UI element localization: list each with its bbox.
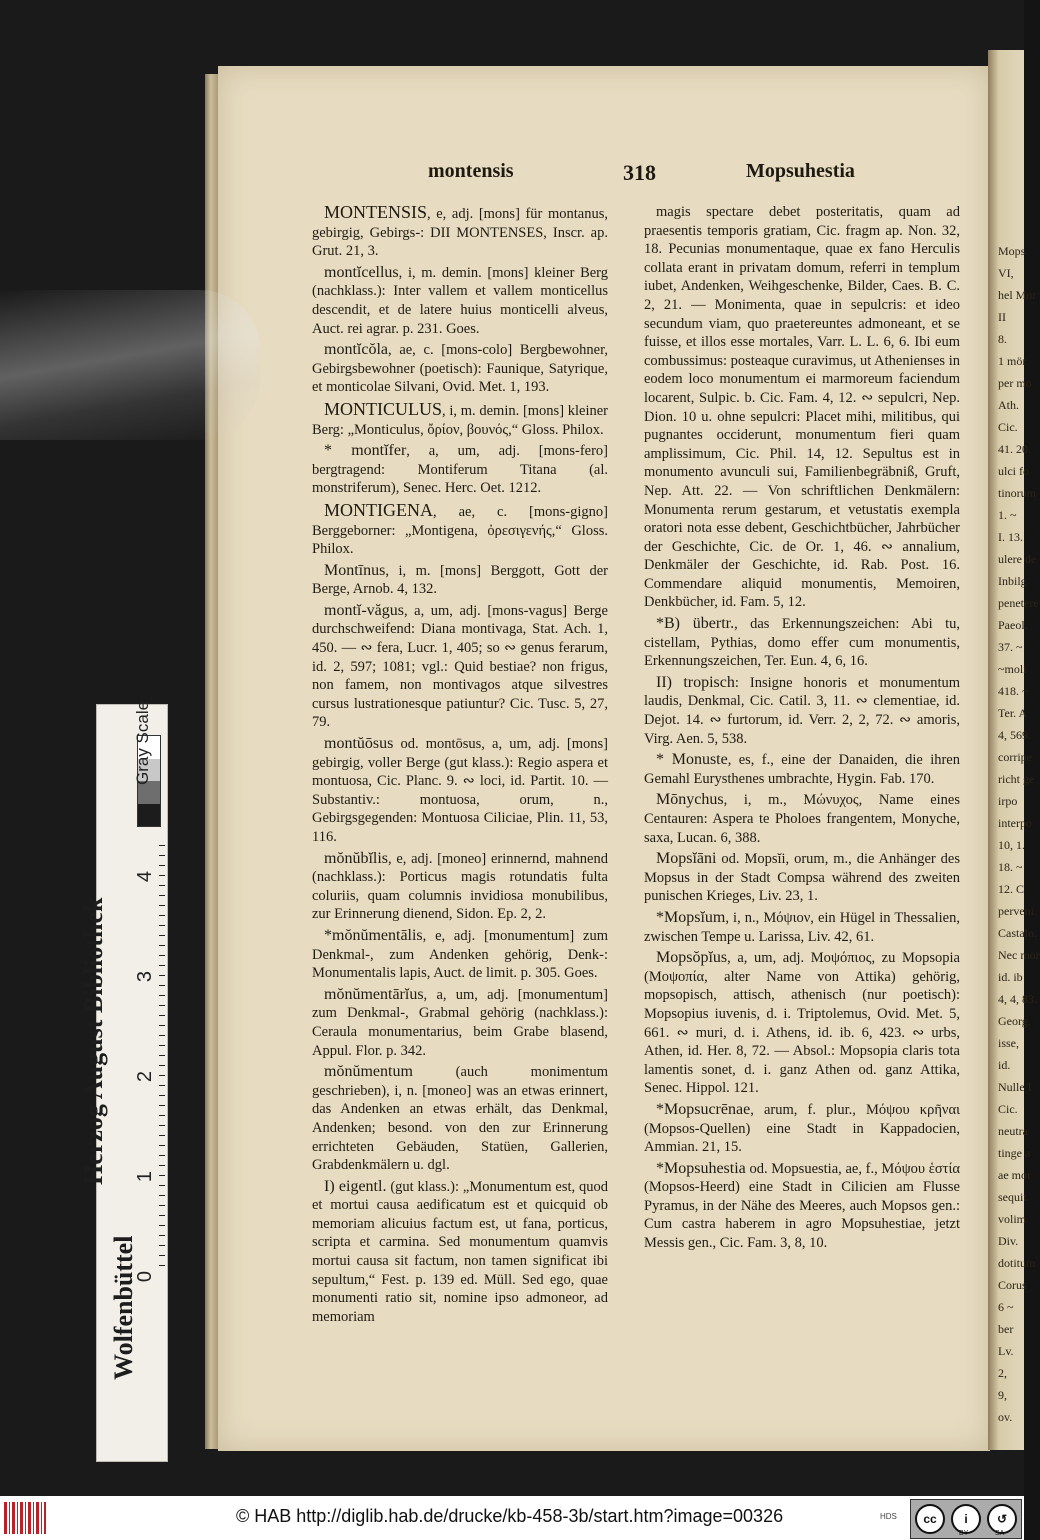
entry-text: , a, um, adj. [mons-fero] bergtragend: Montiferum Titana (al. monstriferum), Senec. Herc. Oet. 1212. bbox=[312, 443, 609, 497]
next-page-fragment: dotitum bbox=[998, 1256, 1036, 1270]
dictionary-entry bbox=[312, 400, 608, 439]
dictionary-entry bbox=[312, 341, 608, 397]
dictionary-entry bbox=[644, 203, 960, 612]
dictionary-entry bbox=[644, 1160, 960, 1253]
next-page-fragment: penetere bbox=[998, 596, 1039, 610]
next-page-edge bbox=[988, 50, 1040, 1450]
license-label-by: BY bbox=[959, 1530, 969, 1537]
entry-text: : Insigne honoris et monumentum laudis, Denkmal, Cic. Catil. 3, 11. ∾ clementiae, id. Dejot. 14. ∾ furtorum, id. Verr. 2, 2, 72. ∾ amoris, Virg. Aen. 5, 538. bbox=[644, 674, 961, 747]
dictionary-entry bbox=[312, 850, 608, 924]
left-column bbox=[312, 203, 608, 1329]
next-page-fragment: Mops bbox=[998, 244, 1026, 258]
right-column bbox=[644, 203, 960, 1256]
next-page-fragment: II bbox=[998, 310, 1006, 324]
dictionary-entry bbox=[312, 562, 608, 599]
next-page-fragment: Lv. bbox=[998, 1344, 1014, 1358]
entry-headword: montĭ-văgus bbox=[324, 601, 404, 619]
next-page-fragment: id. bbox=[998, 1058, 1011, 1072]
next-page-fragment: Nec mor bbox=[998, 948, 1040, 962]
page-number: 318 bbox=[623, 160, 656, 185]
ruler-number: 0 bbox=[134, 1270, 157, 1283]
next-page-fragment: 18. ~ bbox=[998, 860, 1023, 874]
next-page-fragment: 418. ~ bbox=[998, 684, 1029, 698]
next-page-fragment: id. ib bbox=[998, 970, 1023, 984]
entry-headword: I) eigentl. bbox=[324, 1177, 387, 1195]
next-page-fragment: Inbilg bbox=[998, 574, 1027, 588]
entry-headword: *Mopsucrēnae bbox=[656, 1100, 751, 1118]
dictionary-entry bbox=[312, 735, 608, 847]
dictionary-entry bbox=[312, 1063, 608, 1175]
ruler-number: 3 bbox=[134, 970, 157, 983]
entry-headword: mŏnŭmentārĭus bbox=[324, 985, 424, 1003]
next-page-fragment: hel Mor bbox=[998, 288, 1037, 302]
next-page-fragment: ov. bbox=[998, 1410, 1013, 1424]
dictionary-entry bbox=[312, 501, 608, 559]
entry-headword: * montĭfer bbox=[324, 442, 407, 460]
entry-text: (gut klass.): „Monumentum est, quod et mortui causa aedificatum est et quicquid ob memoriam alicuius factum est, ut fana, porticus, scripta et carmina. Sed monumentum quamvis mortui causa sit factum, non tamen significat ibi sepultum,“ Fest. p. 139 ed. Müll. Sed ego, quae monumenti ratio sit, nomine ipso admoneor, ad memoriam bbox=[312, 1178, 608, 1325]
dictionary-entry bbox=[644, 850, 960, 906]
entry-text: , i, m. [mons] Berggott, Gott der Berge, Arnob. 4, 132. bbox=[312, 562, 608, 598]
entry-headword: montŭōsus bbox=[324, 735, 394, 753]
running-head-right: Mopsuhestia bbox=[746, 160, 855, 182]
next-page-fragment: 12. C bbox=[998, 882, 1025, 896]
dictionary-entry bbox=[644, 615, 960, 671]
dictionary-entry bbox=[644, 909, 960, 946]
entry-text: , es, f., eine der Danaiden, die ihren Gemahl Eurysthenes umbrachte, Hygin. Fab. 170. bbox=[644, 752, 960, 787]
entry-text: , i, m., Μώνυχος, Name eines Centauren: Aspera te Pholoes frangentem, Monyche, saxa, Lucan. 6, 388. bbox=[644, 792, 960, 846]
next-page-fragment: Paeol. bbox=[998, 618, 1028, 632]
next-page-fragment: Georg. bbox=[998, 1014, 1031, 1028]
entry-text: , e, adj. [mons] für montanus, gebirgig, Gebirgs-: DII MONTENSES, Inscr. ap. Grut. 21, 3. bbox=[312, 206, 608, 260]
next-page-fragment: volim bbox=[998, 1212, 1027, 1226]
next-page-fragment: Ter. A bbox=[998, 706, 1028, 720]
next-page-fragment: Cic. bbox=[998, 1102, 1018, 1116]
institution-name-line2: Wolfenbüttel bbox=[109, 1235, 138, 1380]
entry-headword: Mōnychus bbox=[656, 791, 724, 809]
next-page-fragment: 8. bbox=[998, 332, 1007, 346]
next-page-fragment: 37. ~ bbox=[998, 640, 1023, 654]
entry-headword: MONTICULUS bbox=[324, 398, 443, 419]
entry-headword: II) tropisch bbox=[656, 673, 735, 691]
dictionary-entry bbox=[644, 1101, 960, 1157]
entry-text: , a, um, adj. [mons-vagus] Berge durchschweifend: Diana montivaga, Stat. Ach. 1, 450. — ∾ fera, Lucr. 1, 405; so ∾ genus ferarum, id. 2, 597; 1081; vgl.: Quid bestiae? non frigus, non famem, non montivagos atque silvestres cursus lustrationesque patiuntur? Cic. Tusc. 5, 27, 79. bbox=[312, 602, 608, 731]
next-page-fragment: isse, bbox=[998, 1036, 1019, 1050]
entry-text: , arum, f. plur., Μόψου κρῆναι (Mopsos-Quellen) eine Stadt in Kappadocien, Ammian. 21, 15. bbox=[644, 1101, 960, 1156]
next-page-fragment: tinorum bbox=[998, 486, 1036, 500]
next-page-fragment: 2, bbox=[998, 1366, 1007, 1380]
next-page-fragment: interpo bbox=[998, 816, 1032, 830]
next-page-fragment: 9, bbox=[998, 1388, 1007, 1402]
dictionary-entry bbox=[312, 1178, 608, 1327]
next-page-fragment: VI, bbox=[998, 266, 1014, 280]
next-page-fragment: 10, 1. bbox=[998, 838, 1025, 852]
small-mark: HDS bbox=[880, 1512, 897, 1521]
entry-text: , e, adj. [moneo] erinnernd, mahnend (nachklass.): Porticus magis rotundatis fulta coluriis, quam columnis invidiosa monubilibus, zur Erinnerung dienend, Sidon. Ep. 2, 2. bbox=[312, 850, 608, 923]
dictionary-entry bbox=[312, 264, 608, 338]
next-page-fragment: 1 mör bbox=[998, 354, 1027, 368]
gray-swatch bbox=[138, 804, 160, 827]
dictionary-entry bbox=[312, 927, 608, 983]
footer-bar bbox=[0, 1496, 1024, 1540]
next-page-fragment: sequit. bbox=[998, 1190, 1030, 1204]
entry-headword: Montīnus bbox=[324, 561, 386, 579]
dictionary-entry bbox=[312, 203, 608, 261]
ruler-number: 1 bbox=[134, 1170, 157, 1183]
entry-text: , i, n., Μόψιον, ein Hügel in Thessalien, zwischen Tempe u. Larissa, Liv. 42, 61. bbox=[644, 909, 960, 945]
running-head bbox=[218, 160, 990, 186]
entry-headword: mŏnŭmentum bbox=[324, 1063, 413, 1081]
dictionary-entry bbox=[644, 949, 960, 1098]
dictionary-entry bbox=[312, 986, 608, 1060]
cc-icon: cc bbox=[915, 1504, 945, 1534]
next-page-fragment: Div. bbox=[998, 1234, 1019, 1248]
next-page-fragment: perveni bbox=[998, 904, 1034, 918]
entry-text: (auch monimentum geschrieben), i, n. [moneo] was an etwas erinnert, das Andenken an etwas erhält, das Denkmal, Andenken; besond. von den zur Erinnerung errichteten Gebäuden, Statüen, Gallerien, Grabdenkmälern u. dgl. bbox=[312, 1064, 608, 1174]
entry-text: , ae, c. [mons-gigno] Berggeborner: „Montigena, ὀρεσιγενής,“ Gloss. Philox. bbox=[312, 503, 608, 558]
next-page-fragment: ae mor bbox=[998, 1168, 1031, 1182]
next-page-fragment: Nulle I bbox=[998, 1080, 1032, 1094]
ruler-ticks bbox=[159, 845, 165, 1275]
hab-logo-icon bbox=[4, 1502, 46, 1534]
next-page-fragment: ulere de bbox=[998, 552, 1037, 566]
next-page-fragment: 4, 4, 83. bbox=[998, 992, 1037, 1006]
entry-text: magis spectare debet posteritatis, quam ad praesentis temporis gratiam, Cic. fragm ap. Non. 32, 18. Pecunias monumentaque, quae ex fano Herculis collata erant in privatam domum, referri in templum iubet, Andenken, Weihgeschenke, Bilder, Caes. B. C. 2, 21. — Monimenta, quae in sepulcris: et ideo secundum viam, quo praetereuntes admoneant, et se fuisse, et illos esse mortales, Varr. L. L. 6, 6. Ibi eum combussimus: posteaque curavimus, ut Athenienses in eodem loco monumentum ei marmoreum faciendum locarent, Sulpic. b. Cic. Fam. 4, 12. ∾ sepulcri, Nep. Dion. 10 u. ohne sepulcri: Placet mihi, militibus, qui pugnantes occiderunt, monumentum fieri quam amplissimum, Cic. Phil. 14, 12. Sepultus est in monumento avunculi sui, Familienbegräbniß, Gruft, Nep. Att. 22. — Von schriftlichen Denkmälern: Monumenta rerum gestarum, et vetustatis exempla oratori nota esse debent, Geschichtbücher, Jahrbücher der Geschichte, Cic. de Or. 1, 46. ∾ annalium, Denkmäler der Geschichte, id. Rab. Post. 16. Commendare aliquid monumentis, Memoiren, Denkbücher, id. Fam. 5, 12. bbox=[644, 204, 960, 611]
entry-headword: *Mopsĭum bbox=[656, 908, 726, 926]
dictionary-entry bbox=[644, 791, 960, 847]
next-page-fragment: ber bbox=[998, 1322, 1014, 1336]
entry-text: , das Erkennungszeichen: Abi tu, cistellam, Pythias, domo effer cum monumentis, Erkennungszeichen, Ter. Eun. 4, 6, 16. bbox=[644, 616, 961, 670]
ruler-number: 4 bbox=[134, 870, 157, 883]
next-page-fragment: 41. 20. bbox=[998, 442, 1031, 456]
next-page-fragment: ~moli bbox=[998, 662, 1027, 676]
entry-headword: montĭcellus bbox=[324, 263, 399, 281]
entry-text: , a, um, adj. [monumentum] zum Denkmal-, Grabmal gehörig (nachklass.): Ceraula monumentarius, beim Grabe blasend, Appul. Flor. p. 342. bbox=[312, 986, 608, 1059]
next-page-fragment: corripe bbox=[998, 750, 1032, 764]
dictionary-entry bbox=[312, 442, 608, 498]
entry-text: od. Mopsuestia, ae, f., Μόψου ἑστία (Mopsos-Heerd) eine Stadt in Cilicien am Flusse Pyramus, in der Nähe des Meeres, auch Mopsos gen.: Cum castra haberem in agro Mopsuhestiae, jetzt Messis gen., Cic. Fam. 3, 8, 10. bbox=[644, 1160, 960, 1252]
cc-license-badge[interactable] bbox=[910, 1499, 1022, 1539]
next-page-fragment: ulci fo bbox=[998, 464, 1029, 478]
next-page-fragment: per mo bbox=[998, 376, 1032, 390]
next-page-fragment: Castalo. bbox=[998, 926, 1037, 940]
next-page-fragment: richt ge bbox=[998, 772, 1035, 786]
gray-scale-label: Gray Scale bbox=[133, 700, 152, 785]
next-page-fragment: I. 13. bbox=[998, 530, 1023, 544]
entry-headword: *Mopsuhestia bbox=[656, 1159, 746, 1177]
entry-text: , i, m. demin. [mons] kleiner Berg: „Monticulus, ὄρίον, βουνός,“ Gloss. Philox. bbox=[312, 402, 608, 438]
entry-text: , e, adj. [monumentum] zum Denkmal-, zum Andenken gehörig, Denk-: Monumentalis lapis, Auct. de limit. p. 305. Goes. bbox=[312, 927, 608, 982]
entry-headword: *B) übertr. bbox=[656, 615, 735, 633]
institution-name-line1: Herzog August Bibliothek bbox=[79, 897, 108, 1185]
by-person-icon: i bbox=[951, 1504, 981, 1534]
next-page-fragment: Ath. bbox=[998, 398, 1019, 412]
entry-headword: mŏnŭbĭlis bbox=[324, 849, 389, 867]
next-page-fragment: 4, 569. bbox=[998, 728, 1031, 742]
next-page-fragment: Corus bbox=[998, 1278, 1027, 1292]
entry-headword: Mopsĭāni bbox=[656, 850, 717, 868]
dictionary-entry bbox=[644, 674, 960, 748]
entry-text: , ae, c. [mons-colo] Bergbewohner, Gebirgsbewohner (poetisch): Faunique, Satyrique, et monticolae Silvani, Ovid. Met. 1, 193. bbox=[312, 342, 608, 396]
entry-headword: MONTIGENA bbox=[324, 499, 433, 520]
entry-text: , i, m. demin. [mons] kleiner Berg (nachklass.): Inter vallem et vallem monticellus descendit, et de latere huius monticelli alveus, Auct. rei agrar. p. 231. Goes. bbox=[312, 264, 608, 337]
entry-headword: *mŏnŭmentālis bbox=[324, 926, 423, 944]
source-link[interactable]: © HAB http://diglib.hab.de/drucke/kb-458-3b/start.htm?image=00326 bbox=[236, 1506, 784, 1526]
entry-headword: montĭcŏla bbox=[324, 341, 388, 359]
page-edge bbox=[205, 74, 219, 1449]
next-page-fragment: 6 ~ bbox=[998, 1300, 1014, 1314]
entry-text: od. Mopsĭi, orum, m., die Anhänger des Mopsus in der Stadt Compsa während des zweiten punischen Krieges, Liv. 23, 1. bbox=[644, 851, 960, 905]
glare-reflection bbox=[0, 290, 260, 440]
entry-text: , a, um, adj. Μοψόπιος, zu Mopsopia (Μοψοπία, alter Name von Attika) gehörig, mopsopisch, attisch, athenisch (nur poetisch): Mopsopius iuvenis, d. i. Triptolemus, Ovid. Met. 5, 661. ∾ muri, d. i. Athens, id. ib. 6, 423. ∾ urbs, Athen, id. Her. 8, 72. — Absol.: Mopsopia claris tota lamentis sonet, d. i. ganz Athen od. ganz Attika, Senec. Hippol. 121. bbox=[644, 950, 960, 1097]
dictionary-entry bbox=[644, 751, 960, 788]
entry-text: od. montōsus, a, um, adj. [mons] gebirgig, voller Berge (gut klass.): Regio aspera et montuosa, Cic. Planc. 9. ∾ loci, id. Partit. 10. — Substantiv.: montuosa, orum, n., Gebirgsgegenden: Montuosa Ciliciae, Plin. 11, 53, 116. bbox=[312, 736, 608, 845]
entry-headword: * Monuste bbox=[656, 751, 728, 769]
color-scale-ruler bbox=[79, 700, 168, 1462]
next-page-fragment: tinge a bbox=[998, 1146, 1031, 1160]
next-page-fragment: Cic. bbox=[998, 420, 1018, 434]
running-head-left: montensis bbox=[428, 160, 514, 182]
next-page-fragment: 1. ~ bbox=[998, 508, 1017, 522]
next-page-fragment: neutra bbox=[998, 1124, 1028, 1138]
entry-headword: Mopsŏpĭus bbox=[656, 949, 728, 967]
license-label-sa: SA bbox=[995, 1530, 1005, 1537]
share-alike-icon: ↺ bbox=[987, 1504, 1017, 1534]
dictionary-entry bbox=[312, 602, 608, 732]
next-page-fragment: irpo bbox=[998, 794, 1018, 808]
ruler-number: 2 bbox=[134, 1070, 157, 1083]
entry-headword: MONTENSIS bbox=[324, 202, 428, 222]
